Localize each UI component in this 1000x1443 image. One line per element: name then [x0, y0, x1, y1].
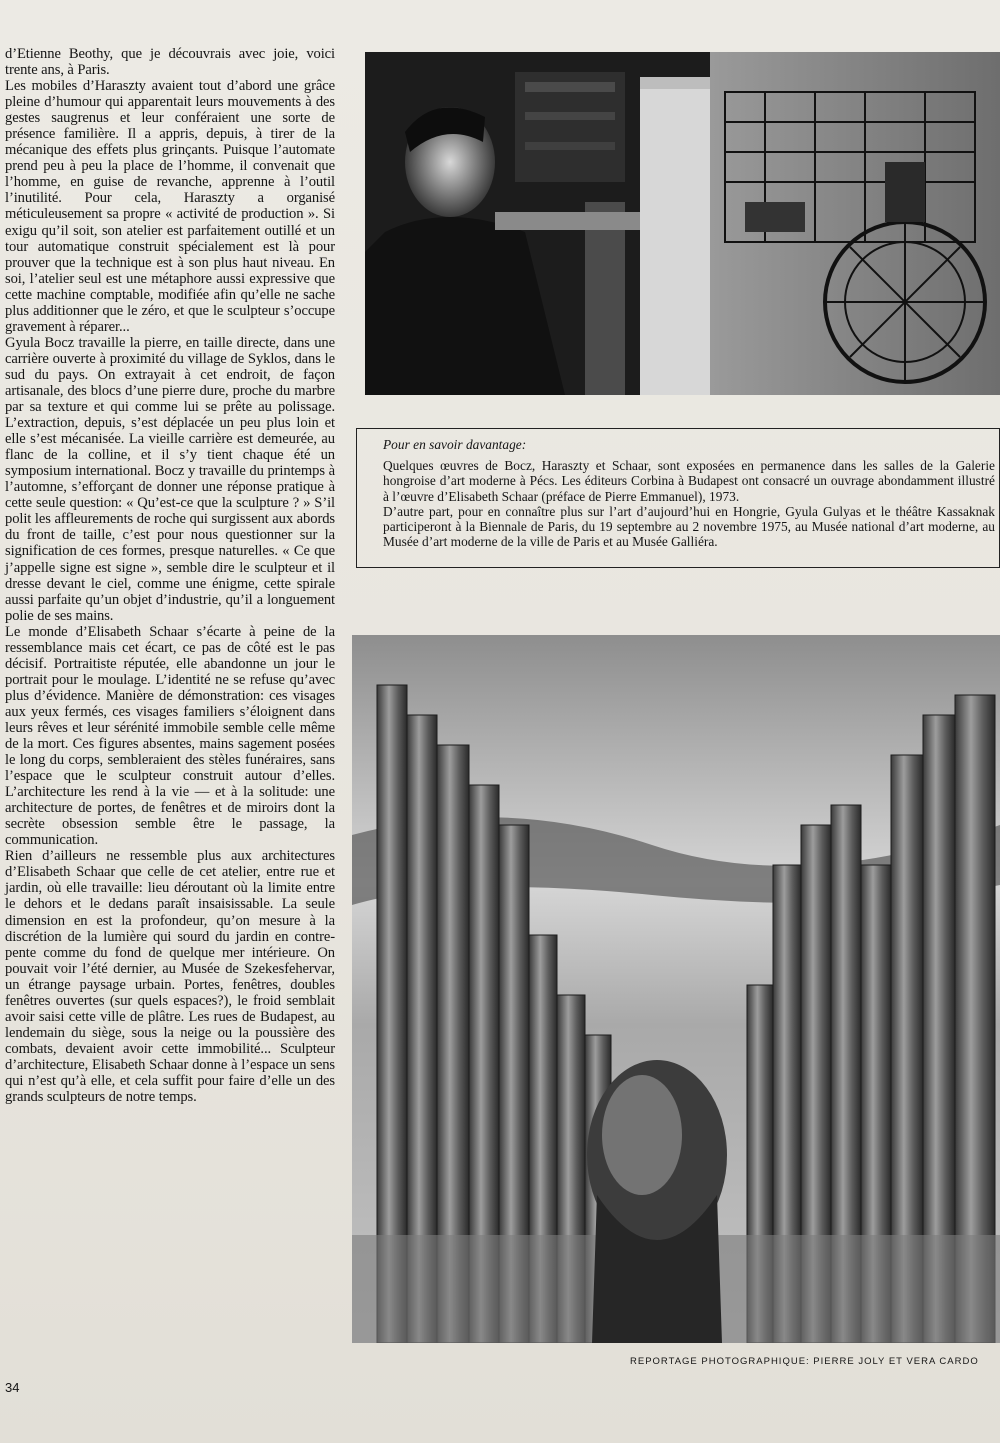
info-box-line: Quelques œuvres de Bocz, Haraszty et Schaar, sont exposées en permanence dans les salles de la Galerie hongroise d’art moderne à Pécs. Les éditeurs Corbina à Budapest ont consacré un ouvrage abondamment illustré à l’œuvre d’Elisabeth Schaar (préface de Pierre Emmanuel), 1973.	[383, 458, 995, 504]
article-paragraph: Le monde d’Elisabeth Schaar s’écarte à peine de la ressemblance mais cet écart, ce pas de côté est le pas décisif. Portraitiste réputée, elle abandonne un jour le portrait pour le moulage. L’identité ne se refuse qu’avec plus d’évidence. Manière de démonstration: ces visages aux yeux fermés, ces visages familiers s’éloignent dans leurs rêves et leur sérénité immobile semble celle même de la mort. Ces figures absentes, mains sagement posées le long du corps, sembleraient des stèles funéraires, sans l’espace que le sculpteur construit autour d’elles. L’architecture les rend à la vie — et à la solitude: une architecture de portes, de fenêtres et de miroirs dont la secrète obsession semble être le passage, la communication.	[5, 623, 335, 849]
photo-haraszty-image	[365, 52, 1000, 395]
article-paragraph: Rien d’ailleurs ne ressemble plus aux architectures d’Elisabeth Schaar que celle de cet atelier, entre rue et jardin, où elle travaille: lieu déroutant où la limite entre le dehors et le dedans paraît insaisissable. La seule dimension en est la profondeur, qu’on mesure à la discrétion de la lumière qui sourd du jardin en contre-pente comme du fond de quelque mer intérieure. On pouvait voir l’été dernier, au Musée de Szekesfehervar, un étrange paysage urbain. Portes, fenêtres, doubles fenêtres ouvertes (sur quels espaces?), le froid semblait avoir saisi cette ville de plâtre. Les rues de Budapest, au lendemain du siège, sous la neige ou la poussière des combats, devaient avoir cette immobilité... Sculpteur d’architecture, Elisabeth Schaar donne à l’espace un sens qui n’est qu’à elle, et cela suffit pour faire d’elle un des grands sculpteurs de notre temps.	[5, 848, 335, 1106]
info-box-heading: Pour en savoir davantage:	[383, 437, 527, 452]
info-box	[356, 428, 1000, 568]
photo-credit: REPORTAGE PHOTOGRAPHIQUE: PIERRE JOLY ET VERA CARDO	[630, 1356, 979, 1367]
photo-schaar-image	[352, 635, 1000, 1343]
article-paragraph: d’Etienne Beothy, que je découvrais avec joie, voici trente ans, à Paris.	[5, 46, 335, 79]
photo-haraszty-workshop	[365, 52, 1000, 395]
photo-schaar-sculpture	[352, 635, 1000, 1343]
article-paragraph: Les mobiles d’Haraszty avaient tout d’abord une grâce pleine d’humour qui apparentait leurs mouvements à des gestes saugrenus et leur conféraient une sorte de présence familière. Il a appris, depuis, à tirer de la mécanique des effets plus grinçants. Puisque l’automate prend peu à peu la place de l’homme, il convenait que l’homme, en guise de revanche, apprenne à l’outil l’inutilité. Pour cela, Haraszty a organisé méticuleusement sa propre « activité de production ». Si exigu qu’il soit, son atelier est parfaitement outillé et un tour automatique construit spécialement est là pour prouver que la technique est à son plus haut niveau. En soi, l’atelier seul est une métaphore aussi expressive que cette machine comptable, modifiée afin qu’elle ne sache plus additionner que le zéro, et que le sculpteur s’occupe gravement à réparer...	[5, 78, 335, 335]
info-box-line: D’autre part, pour en connaître plus sur l’art d’aujourd’hui en Hongrie, Gyula Gulyas et le théâtre Kassaknak participeront à la Biennale de Paris, du 19 septembre au 2 novembre 1975, au Musée national d’art moderne, au Musée d’art moderne de la ville de Paris et au Musée Galliéra.	[383, 503, 995, 550]
page-number: 34	[5, 1380, 20, 1395]
article-column	[5, 46, 335, 1105]
article-paragraph: Gyula Bocz travaille la pierre, en taille directe, dans une carrière ouverte à proximité du village de Syklos, dans le sud du pays. On extrayait à cet endroit, de façon artisanale, des blocs d’une pierre dure, proche du marbre par sa texture et qui comme lui se prête au polissage. L’extraction, depuis, s’est déplacée un peu plus loin et elle s’est mécanisée. La vieille carrière est demeurée, au flanc de la colline, et il s’y tient chaque été un symposium international. Bocz y travaille du printemps à l’automne, s’efforçant de donner une réponse pratique à cette seule question: « Qu’est-ce que la sculpture ? » S’il polit les affleurements de roche qui surgissent aux abords du front de taille, c’est pour nous questionner sur la signification de ces formes, presque naturelles. « Ce que j’appelle signe est signe », semble dire le sculpteur et il dresse devant le ciel, comme une énigme, cette spirale aussi parfaite qu’un objet d’industrie, qu’il a longuement polie de ses mains.	[5, 334, 335, 624]
